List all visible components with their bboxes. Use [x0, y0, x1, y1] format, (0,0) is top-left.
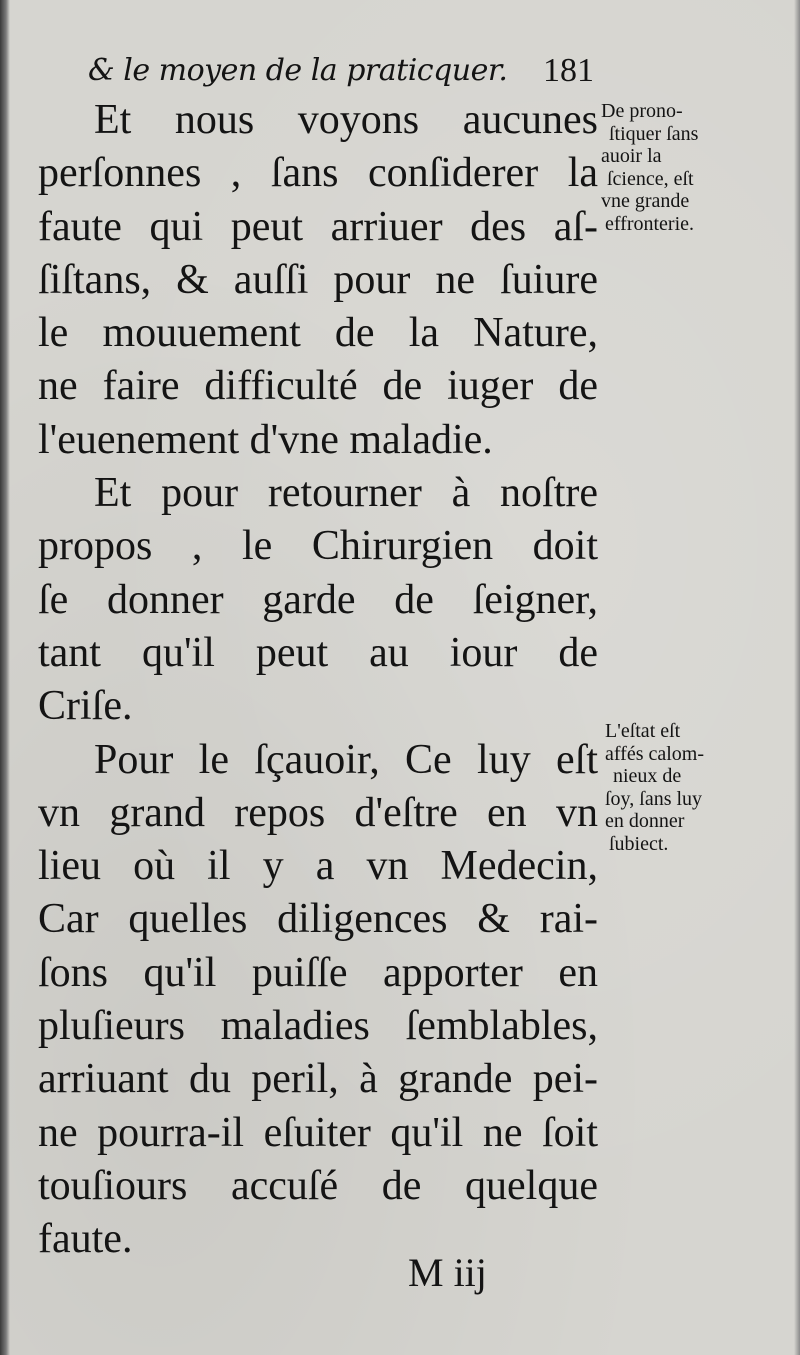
text-line: ſons qu'il puiſſe apporter en: [38, 949, 598, 996]
text-line: faute.: [38, 1216, 133, 1263]
page-right-edge: [794, 0, 800, 1355]
text-line: Et pour retourner à noſtre: [94, 470, 598, 517]
text-line: ſiſtans, & auſſi pour ne ſuiure: [38, 256, 598, 303]
main-text-block: [38, 94, 598, 1267]
margin-note-line: vne grande: [601, 190, 690, 213]
text-line: ſe donner garde de ſeigner,: [38, 576, 598, 623]
margin-note-line: ſtiquer ſans: [609, 122, 699, 145]
text-line: propos , le Chirurgien doit: [38, 523, 598, 570]
text-line: arriuant du peril, à grande pei-: [38, 1056, 598, 1103]
margin-note-line: affés calom-: [605, 742, 705, 765]
text-line: Et nous voyons aucunes: [94, 97, 598, 143]
text-line: faute qui peut arriuer des aſ-: [38, 203, 598, 250]
text-line: Criſe.: [38, 683, 133, 730]
margin-note: [605, 720, 755, 856]
margin-note-line: nieux de: [613, 765, 682, 788]
text-line: vn grand repos d'eſtre en vn: [38, 789, 598, 836]
text-line: lieu où il y a vn Medecin,: [38, 843, 598, 890]
text-line: pluſieurs maladies ſemblables,: [38, 1003, 598, 1050]
running-title: & le moyen de la praticquer.: [88, 53, 508, 88]
margin-note-line: auoir la: [601, 145, 662, 168]
text-line: le mouuement de la Nature,: [38, 310, 598, 357]
margin-note-line: ſoy, ſans luy: [605, 787, 703, 810]
text-line: ne pourra-il eſuiter qu'il ne ſoit: [38, 1109, 598, 1156]
text-line: touſiours accuſé de quelque: [38, 1162, 598, 1209]
margin-note-line: ſcience, eſt: [607, 167, 694, 190]
margin-note: [601, 100, 751, 236]
text-line: l'euenement d'vne maladie.: [38, 416, 493, 463]
text-line: ne faire difficulté de iuger de: [38, 363, 598, 410]
margin-note-line: en donner: [605, 810, 685, 833]
margin-note-line: De prono-: [601, 100, 683, 122]
margin-note-line: ſubiect.: [609, 832, 669, 855]
signature-mark: M iij: [408, 1250, 487, 1295]
page-header: [88, 50, 600, 92]
text-line: Pour le ſçauoir, Ce luy eſt: [94, 736, 598, 783]
margin-note-line: effronterie.: [605, 212, 695, 235]
margin-note-line: L'eſtat eſt: [605, 720, 681, 742]
page-number: 181: [543, 52, 594, 89]
text-line: Car quelles diligences & rai-: [38, 896, 598, 943]
text-line: tant qu'il peut au iour de: [38, 629, 598, 676]
text-line: perſonnes , ſans conſiderer la: [38, 150, 598, 197]
page-left-edge-shadow: [0, 0, 10, 1355]
